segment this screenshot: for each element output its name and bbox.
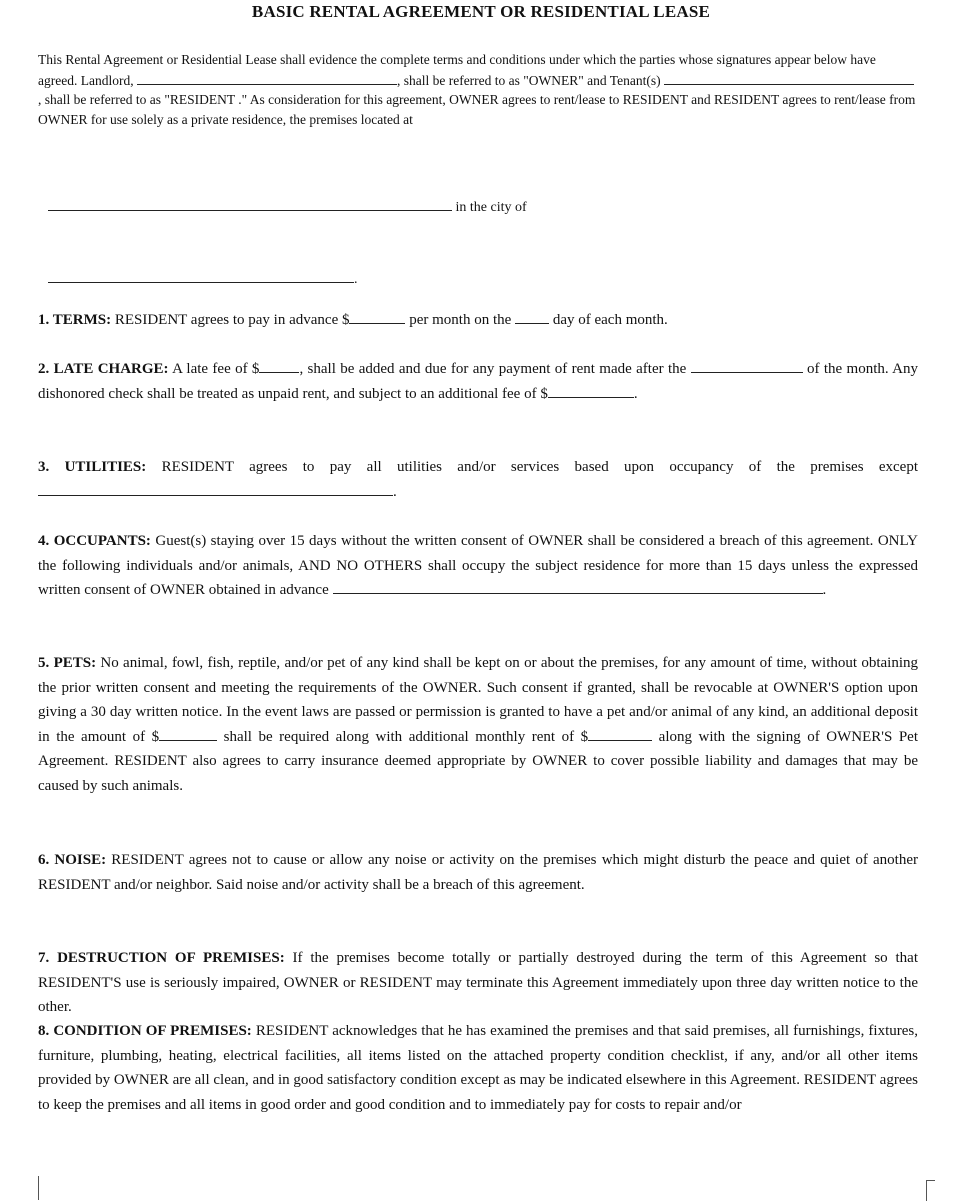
section-destruction — [38, 946, 918, 1020]
section-text: , shall be added and due for any payment of rent made after the — [299, 361, 687, 377]
intro-paragraph — [38, 50, 916, 129]
section-text: If the premises become totally or partially destroyed during the term of this Agreement so that RESIDENT'S use is seriously impaired, OWNER or RESIDENT may terminate this Agreement immediately upon three day written notice to the other. — [38, 950, 918, 1015]
intro-text-1: This Rental Agreement or Residential Lease shall evidence the complete terms and conditions under which the parties whose signatures appear below have agreed. Landlord, — [38, 52, 876, 88]
section-text: RESIDENT acknowledges that he has examined the premises and that said premises, all furnishings, fixtures, furniture, plumbing, heating, electrical facilities, all items listed on the attached property condition checklist, if any, and/or all other items provided by OWNER are all clean, and in good satisfactory condition except as may be indicated elsewhere in this Agreement. RESIDENT agrees to keep the premises and all items in good order and good condition and to immediately pay for costs to repair and/or — [38, 1023, 918, 1113]
rent-amount-blank[interactable] — [349, 309, 405, 324]
city-line — [48, 268, 358, 288]
section-heading: 2. LATE CHARGE: — [38, 361, 169, 377]
section-heading: 4. OCCUPANTS: — [38, 533, 151, 549]
address-line — [48, 196, 527, 216]
section-text: along with the signing of OWNER'S Pet Agreement. RESIDENT also agrees to carry insurance deemed appropriate by OWNER to cover possible liability and damages that may be caused by such animals. — [38, 728, 919, 794]
address-line-suffix: in the city of — [455, 200, 527, 215]
section-heading: 7. DESTRUCTION OF PREMISES: — [38, 950, 285, 966]
utilities-exception-blank[interactable] — [38, 481, 393, 496]
rent-day-blank[interactable] — [515, 309, 549, 324]
dishonored-check-fee-blank[interactable] — [548, 383, 634, 398]
page-corner-mark-right — [926, 1180, 935, 1201]
section-noise — [38, 848, 918, 897]
section-text: Guest(s) staying over 15 days without the written consent of OWNER shall be considered a breach of this agreement. ONLY the following individuals and/or animals, AND NO OTHERS shall occupy the subject residence for more than 15 days unless the expressed written consent of OWNER obtained in advance — [38, 533, 918, 598]
section-text: day of each month. — [552, 312, 668, 328]
section-pets — [38, 651, 918, 798]
city-blank[interactable] — [48, 268, 354, 283]
pet-deposit-blank[interactable] — [159, 726, 217, 741]
section-text: of the month. Any dishonored check shall be treated as unpaid rent, and subject to an additional fee of $ — [38, 361, 918, 402]
premises-address-blank[interactable] — [48, 196, 452, 211]
section-heading: 6. NOISE: — [38, 852, 107, 868]
document-title: BASIC RENTAL AGREEMENT OR RESIDENTIAL LEASE — [251, 2, 711, 21]
section-text: RESIDENT agrees to pay all utilities and/or services based upon occupancy of the premises except — [161, 459, 918, 475]
section-late-charge — [38, 357, 918, 406]
section-terms — [38, 308, 918, 333]
tenant-name-blank[interactable] — [664, 70, 914, 85]
section-occupants — [38, 529, 918, 603]
section-text: RESIDENT agrees to pay in advance $ — [114, 312, 350, 328]
section-utilities — [38, 455, 918, 504]
landlord-name-blank[interactable] — [137, 70, 397, 85]
intro-text-3: , shall be referred to as "RESIDENT ." As consideration for this agreement, OWNER agrees to rent/lease to RESIDENT and RESIDENT agrees to rent/lease from OWNER for use solely as a private residence, the premises located at — [38, 92, 916, 127]
city-line-suffix: . — [354, 272, 358, 287]
late-day-blank[interactable] — [691, 358, 803, 373]
section-text: RESIDENT agrees not to cause or allow any noise or activity on the premises which might disturb the peace and quiet of another RESIDENT and/or neighbor. Said noise and/or activity shall be a breach of this agreement. — [38, 852, 918, 893]
section-heading: 8. CONDITION OF PREMISES: — [38, 1023, 252, 1039]
section-condition — [38, 1019, 918, 1117]
section-text: . — [393, 483, 397, 500]
intro-text-2: , shall be referred to as "OWNER" and Tenant(s) — [396, 72, 661, 88]
section-heading: 1. TERMS: — [38, 312, 112, 328]
section-text: No animal, fowl, fish, reptile, and/or pet of any kind shall be kept on or about the premises, for any amount of time, without obtaining the prior written consent and meeting the requirements of the OWNER. Such consent if granted, shall be revocable at OWNER'S option upon giving a 30 day written notice. In the event laws are passed or permission is granted to have a pet and/or animal of any kind, an additional deposit in the amount of $ — [38, 655, 919, 745]
section-text: per month on the — [409, 312, 512, 328]
occupants-blank[interactable] — [333, 579, 823, 594]
pet-rent-blank[interactable] — [588, 726, 652, 741]
page-corner-mark-left — [38, 1176, 39, 1200]
section-text: . — [822, 582, 827, 598]
section-text: . — [633, 385, 638, 402]
section-text: shall be required along with additional monthly rent of $ — [223, 728, 589, 745]
section-heading: 5. PETS: — [38, 655, 97, 671]
section-heading: 3. UTILITIES: — [38, 459, 147, 475]
section-text: A late fee of $ — [172, 361, 260, 377]
late-fee-blank[interactable] — [259, 358, 299, 373]
